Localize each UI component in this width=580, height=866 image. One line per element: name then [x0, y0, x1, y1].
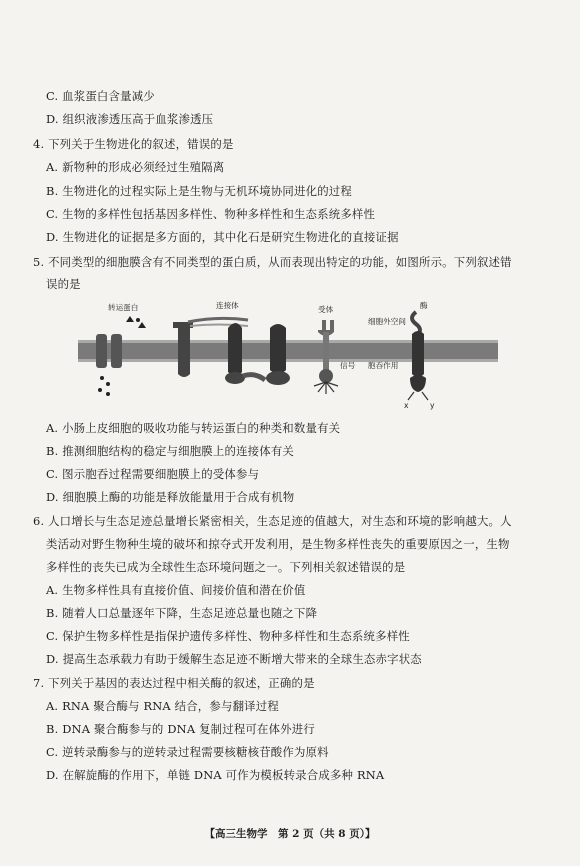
- q7-option-a: A. RNA 聚合酶与 RNA 结合，参与翻译过程: [46, 699, 279, 713]
- membrane-inner-edge: [78, 359, 498, 362]
- q7-option-b: B. DNA 聚合酶参与的 DNA 复制过程可在体外进行: [46, 722, 315, 736]
- q3-option-d: D. 组织液渗透压高于血浆渗透压: [46, 112, 214, 126]
- q6-option-d: D. 提高生态承载力有助于缓解生态足迹不断增大带来的全球生态赤字状态: [46, 652, 422, 666]
- q7-option-d: D. 在解旋酶的作用下，单链 DNA 可作为模板转录合成多种 RNA: [46, 768, 385, 782]
- q6-stem-line2: 类活动对野生物种生境的破坏和掠夺式开发利用，是生物多样性丧失的重要原因之一，生物: [46, 537, 510, 551]
- q4-option-a: A. 新物种的形成必须经过生殖隔离: [46, 160, 225, 174]
- label-x: x: [404, 401, 409, 410]
- q6-stem-line3: 多样性的丧失已成为全球性生态环境问题之一。下列相关叙述错误的是: [46, 560, 406, 574]
- label-signal: 信号: [340, 361, 356, 370]
- membrane-protein-figure: [78, 298, 498, 410]
- page-footer: 【高三生物学 第 2 页（共 8 页）】: [204, 828, 376, 840]
- label-outside-space: 细胞外空间: [368, 317, 406, 326]
- q6-stem-line1: 6. 人口增长与生态足迹总量增长紧密相关，生态足迹的值越大，对生态和环境的影响越大。人: [33, 514, 512, 528]
- label-transporter: 转运蛋白: [108, 303, 139, 312]
- membrane-outer-edge: [78, 340, 498, 343]
- label-enzyme: 酶: [420, 301, 428, 310]
- q5-option-c: C. 图示胞吞过程需要细胞膜上的受体参与: [46, 467, 260, 481]
- q4-stem: 4. 下列关于生物进化的叙述，错误的是: [33, 137, 234, 151]
- q3-option-c: C. 血浆蛋白含量减少: [46, 89, 155, 103]
- q6-option-a: A. 生物多样性具有直接价值、间接价值和潜在价值: [46, 583, 306, 597]
- label-y: y: [430, 401, 435, 410]
- q7-option-c: C. 逆转录酶参与的逆转录过程需要核糖核苷酸作为原料: [46, 745, 329, 759]
- q4-option-b: B. 生物进化的过程实际上是生物与无机环境协同进化的过程: [46, 184, 352, 198]
- label-receptor: 受体: [318, 305, 334, 314]
- q6-option-b: B. 随着人口总量逐年下降，生态足迹总量也随之下降: [46, 606, 318, 620]
- membrane-bilayer: [78, 340, 498, 362]
- q5-option-b: B. 推测细胞结构的稳定与细胞膜上的连接体有关: [46, 444, 295, 458]
- q5-option-d: D. 细胞膜上酶的功能是释放能量用于合成有机物: [46, 490, 295, 504]
- q7-stem: 7. 下列关于基因的表达过程中相关酶的叙述，正确的是: [33, 676, 315, 690]
- q4-option-d: D. 生物进化的证据是多方面的，其中化石是研究生物进化的直接证据: [46, 230, 399, 244]
- q5-stem-line1: 5. 不同类型的细胞膜含有不同类型的蛋白质，从而表现出特定的功能，如图所示。下列叙述错: [33, 255, 512, 269]
- q5-option-a: A. 小肠上皮细胞的吸收功能与转运蛋白的种类和数量有关: [46, 421, 341, 435]
- q4-option-c: C. 生物的多样性包括基因多样性、物种多样性和生态系统多样性: [46, 207, 376, 221]
- label-endocytosis: 胞吞作用: [368, 361, 399, 370]
- label-connector: 连接体: [216, 301, 239, 310]
- q6-option-c: C. 保护生物多样性是指保护遗传多样性、物种多样性和生态系统多样性: [46, 629, 410, 643]
- q5-stem-line2: 误的是: [46, 277, 81, 291]
